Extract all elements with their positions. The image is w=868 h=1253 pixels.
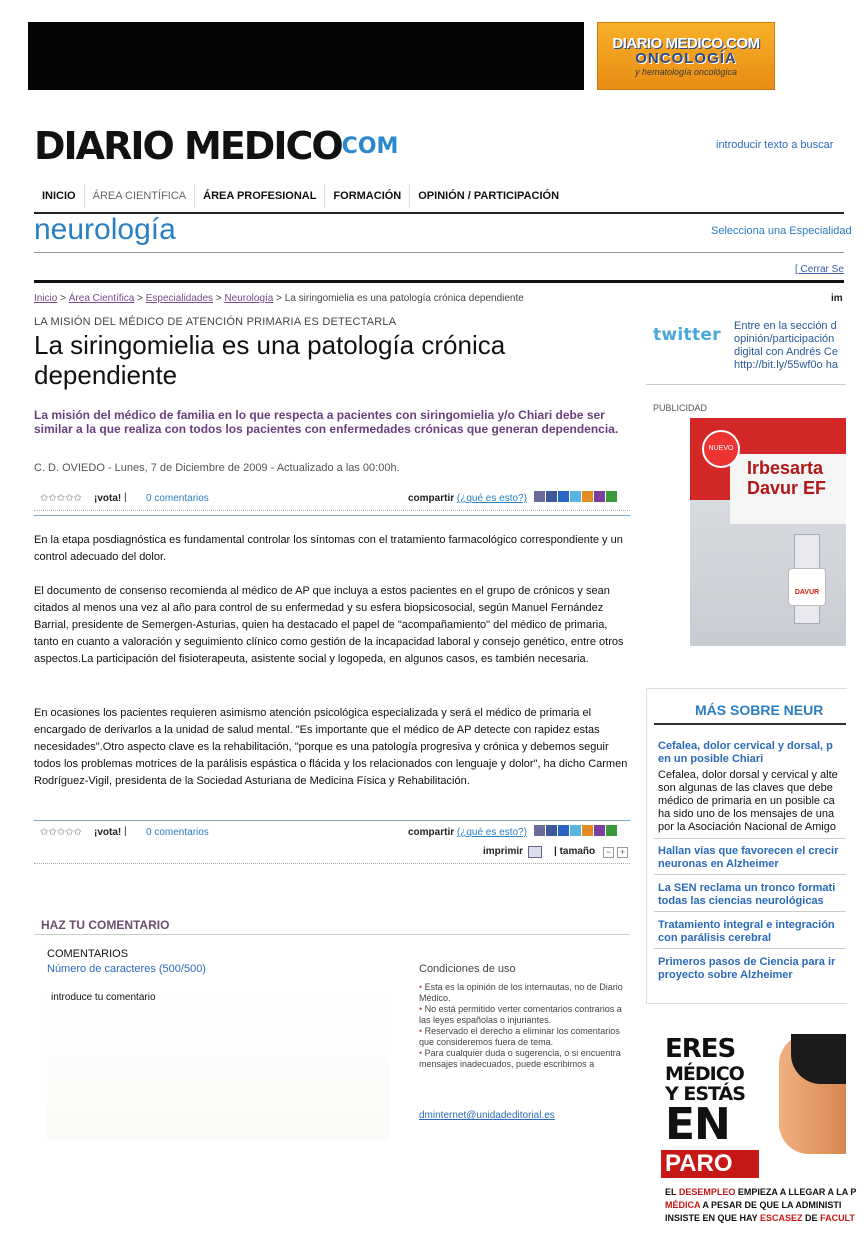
breadcrumb-neurologia[interactable]: Neurología [224,293,274,304]
google-icon[interactable] [582,491,593,502]
ad-tag-text: INSISTE EN QUE HAY [665,1213,761,1223]
article-kicker: LA MISIÓN DEL MÉDICO DE ATENCIÓN PRIMARIA ES DETECTARLA [34,316,397,328]
breadcrumb-area-cientifica[interactable]: Área Científica [68,293,135,304]
share-label [408,827,527,838]
share-text: compartir [408,827,455,838]
twitter-promo-line: digital con Andrés Ce [734,346,838,358]
print-button[interactable]: imprimir [483,846,524,857]
toolbar-rule [34,515,630,516]
ad-brand [747,458,826,498]
delicious-icon[interactable] [558,491,569,502]
related-divider [654,911,846,912]
vote-button[interactable]: ¡vota! [94,493,122,504]
ad-label: PUBLICIDAD [653,403,708,413]
facebook-icon[interactable] [546,491,557,502]
related-link-line: con parálisis cerebral [658,932,772,944]
article-paragraph-3: En ocasiones los pacientes requieren asimismo atención psicológica especializada y será el médico de primaria el encargado de derivarlos a la unidad de salud mental. "Es importante que el médico de AP detecte con rapidez estas necesidades".Otro aspecto clave es la rehabilitación, "porque es una patología progresiva y crónica y debemos seguir todos los problemas motrices de la parálisis espástica o flácida y los relacionados con lenguaje y dolor", ha dicho Carmen Rodríguez-Vigil, presidenta de la Sociedad Asturiana de Medicina Física y Rehabilitación. [34,707,628,787]
ad-tag-text: EL [665,1187,679,1197]
section-title: neurología [34,213,176,246]
ad-tag-text: MÉDICA [665,1200,701,1210]
related-summary-line: Cefalea, dolor dorsal y cervical y alte [658,769,838,781]
ad-tag-text: EMPIEZA A LLEGAR A LA P [735,1187,857,1197]
article-paragraph-2: El documento de consenso recomienda al médico de AP que incluya a estos pacientes en el grupo de crónicos y sean citados al menos una vez al año para control de su enfermedad y su esfera biopsicosocial, según Manuel Fernández Barrial, presidente de Semergen-Asturias, quien ha destacado el papel de "acompañamiento" del médico de primaria, tanto en cuanto a valoración y seguimiento clínico como gestión de la incapacidad laboral y consejo genético, entre otros aspectos.La participación del fisioterapeuta, asistente social y logopeda, en algunos casos, es también necesaria. [34,585,624,665]
google-icon[interactable] [582,825,593,836]
related-link-line: todas las ciencias neurológicas [658,895,824,907]
related-summary [658,769,846,834]
ad-tagline [665,1212,855,1225]
breadcrumb-sep: > [60,293,66,304]
ad-brand-line: Davur EF [747,478,827,498]
breadcrumb-sep: > [137,293,143,304]
drug-ad[interactable] [690,418,846,646]
contact-email-link[interactable]: dminternet@unidadeditorial.es [419,1110,555,1121]
technorati-icon[interactable] [606,491,617,502]
share-icons [534,491,618,505]
text-size-label: | tamaño [554,846,596,857]
logo-main-text: DIARIO MEDICO [34,124,342,168]
related-link-line: Tratamiento integral e integración [658,919,835,931]
delicious-icon[interactable] [558,825,569,836]
ad-tag-text: A PESAR DE QUE LA [700,1200,796,1210]
yahoo-icon[interactable] [594,491,605,502]
ad-headline-line: ERES [665,1034,736,1064]
twitter-share-icon[interactable] [570,491,581,502]
share-text: compartir [408,493,455,504]
related-summary-line: ha sido uno de los mensajes de una [658,808,835,820]
top-banner-ad[interactable] [28,22,584,90]
oncology-banner-line2: ONCOLOGÍA [635,50,737,67]
char-count: Número de caracteres (500/500) [47,963,206,975]
comments-count-link[interactable]: 0 comentarios [146,493,209,504]
ad-brand-line: Irbesarta [747,458,824,478]
related-link-line: en un posible Chiari [658,753,764,765]
share-label [408,493,527,504]
twitter-promo-line: Entre en la sección d [734,320,837,332]
unemployment-ad[interactable] [661,1034,857,1228]
print-size-bar [34,843,630,864]
section-divider [34,252,844,253]
ad-tag-text: ADMINISTI [795,1200,842,1210]
facebook-icon[interactable] [546,825,557,836]
rating-stars[interactable]: ✩✩✩✩✩ [40,493,82,504]
article-byline: C. D. OVIEDO - Lunes, 7 de Diciembre de 2009 - Actualizado a las 00:00h. [34,462,400,474]
meneame-icon[interactable] [534,491,545,502]
comments-count-link[interactable]: 0 comentarios [146,827,209,838]
more-about-rule [654,723,846,725]
twitter-logo[interactable]: twitter [653,325,721,345]
vote-button[interactable]: ¡vota! [94,827,122,838]
rating-stars[interactable]: ✩✩✩✩✩ [40,827,82,838]
technorati-icon[interactable] [606,825,617,836]
more-about-title: MÁS SOBRE NEUR [695,702,824,718]
condition-item: • Para cualquier duda o sugerencia, o si encuentra mensajes inadecuados, puede escribimos a [419,1048,623,1070]
text-size-increase-button[interactable]: + [617,847,628,858]
breadcrumb-especialidades[interactable]: Especialidades [145,293,214,304]
comment-divider [34,934,630,935]
related-summary-line: son algunas de las claves que debe [658,782,833,794]
related-link-5[interactable] [658,956,846,982]
breadcrumb-sep: > [276,293,282,304]
related-summary-line: por la Asociación Nacional de Amigo [658,821,836,833]
site-logo[interactable] [34,126,398,167]
related-link-4[interactable] [658,919,846,945]
nav-item-formacion[interactable]: FORMACIÓN [325,184,410,208]
meneame-icon[interactable] [534,825,545,836]
breadcrumb-sep: > [215,293,222,304]
nav-item-opinion[interactable]: OPINIÓN / PARTICIPACIÓN [418,190,560,202]
related-link-line: Primeros pasos de Ciencia para ir [658,956,836,968]
product-label: DAVUR [788,568,826,606]
sidebar-divider [646,384,846,385]
nav-item-inicio[interactable]: INICIO [34,184,85,208]
related-link-line: proyecto sobre Alzheimer [658,969,793,981]
breadcrumb [34,293,524,304]
breadcrumb-current: La siringomielia es una patología crónica dependiente [284,293,524,304]
related-divider [654,874,846,875]
ad-headline-line: MÉDICO [665,1063,744,1085]
condition-item: • Esta es la opinión de los internautas, no de Diario Médico. [419,982,623,1004]
close-session-link[interactable]: [ Cerrar Se [795,264,844,275]
related-link-3[interactable] [658,882,846,908]
comment-section-title: HAZ TU COMENTARIO [41,918,170,932]
toolbar-rule-bottom [34,820,630,821]
nav-item-area-cientifica[interactable]: ÁREA CIENTÍFICA [85,184,196,208]
oncology-banner[interactable] [597,22,775,90]
ad-tag-text: DESEMPLEO [678,1187,736,1197]
toolbar-separator: | [124,492,127,503]
ad-headline-line: EN [665,1099,730,1150]
nav-item-area-profesional[interactable]: ÁREA PROFESIONAL [195,184,325,208]
related-link-2[interactable] [658,845,846,871]
ad-tag-text: FACULT [820,1213,855,1223]
oncology-banner-line3: y hematología oncológica [634,67,738,77]
conditions-title: Condiciones de uso [419,963,516,975]
related-divider [654,948,846,949]
toolbar-separator: | [124,826,127,837]
comment-textarea[interactable] [47,986,390,1140]
article-paragraph-1: En la etapa posdiagnóstica es fundamental controlar los síntomas con el tratamiento farmacológico correspondiente y un control adecuado del dolor. [34,534,623,563]
related-divider [654,838,846,839]
article-toolbar-bottom [34,822,630,844]
twitter-promo-line: opinión/participación [734,333,835,345]
specialty-select[interactable]: Selecciona una Especialidad [711,225,852,237]
share-icons [534,825,618,839]
text-size-decrease-button[interactable]: − [603,847,614,858]
share-help-link[interactable]: (¿qué es esto?) [456,827,527,838]
twitter-share-icon[interactable] [570,825,581,836]
ad-paro-label: PARO [661,1150,759,1178]
related-link-line: neuronas en Alzheimer [658,858,779,870]
article-toolbar-top [34,488,630,511]
ad-headline-line: Y ESTÁS [665,1083,745,1105]
printer-icon[interactable] [528,846,542,858]
twitter-promo-line: http://bit.ly/55wf0o ha [734,359,838,371]
breadcrumb-inicio[interactable]: Inicio [34,293,58,304]
related-link-line: Hallan vías que favorecen el crecir [658,845,839,857]
logo-com-text: COM [341,134,399,159]
ad-tag-text: ESCASEZ [760,1213,803,1223]
new-badge: NUEVO [702,430,740,468]
article-lede: La misión del médico de familia en lo que respecta a pacientes con siringomielia y/o Chiari debe ser similar a la que realiza con todos los pacientes con enfermedades crónicas que generan dependencia. [34,408,619,436]
conditions-list [419,982,623,1070]
yahoo-icon[interactable] [594,825,605,836]
related-link-line: La SEN reclama un tronco formati [658,882,836,894]
condition-item: • Reservado el derecho a eliminar los comentarios que consideremos fuera de tema. [419,1026,623,1048]
related-link-1[interactable] [658,740,846,766]
share-help-link[interactable]: (¿qué es esto?) [456,493,527,504]
twitter-promo[interactable] [734,320,846,372]
ad-tagline [665,1186,857,1199]
article-headline: La siringomielia es una patología crónica dependiente [34,330,506,390]
ad-tagline [665,1199,846,1212]
oncology-banner-line1: DIARIO MEDICO.COM [612,35,760,52]
related-link-line: Cefalea, dolor cervical y dorsal, p [658,740,833,752]
comments-label: COMENTARIOS [47,948,129,960]
related-summary-line: médico de primaria en un posible ca [658,795,835,807]
condition-item: • No está permitido verter comentarios contrarios a las leyes españolas o injuriantes. [419,1004,623,1026]
search-input[interactable]: introducir texto a buscar [716,139,834,151]
print-shortcut-link[interactable]: im [831,293,843,304]
header-bottom-rule [34,280,844,283]
main-nav [34,184,844,208]
ad-tag-text: DE [802,1213,821,1223]
